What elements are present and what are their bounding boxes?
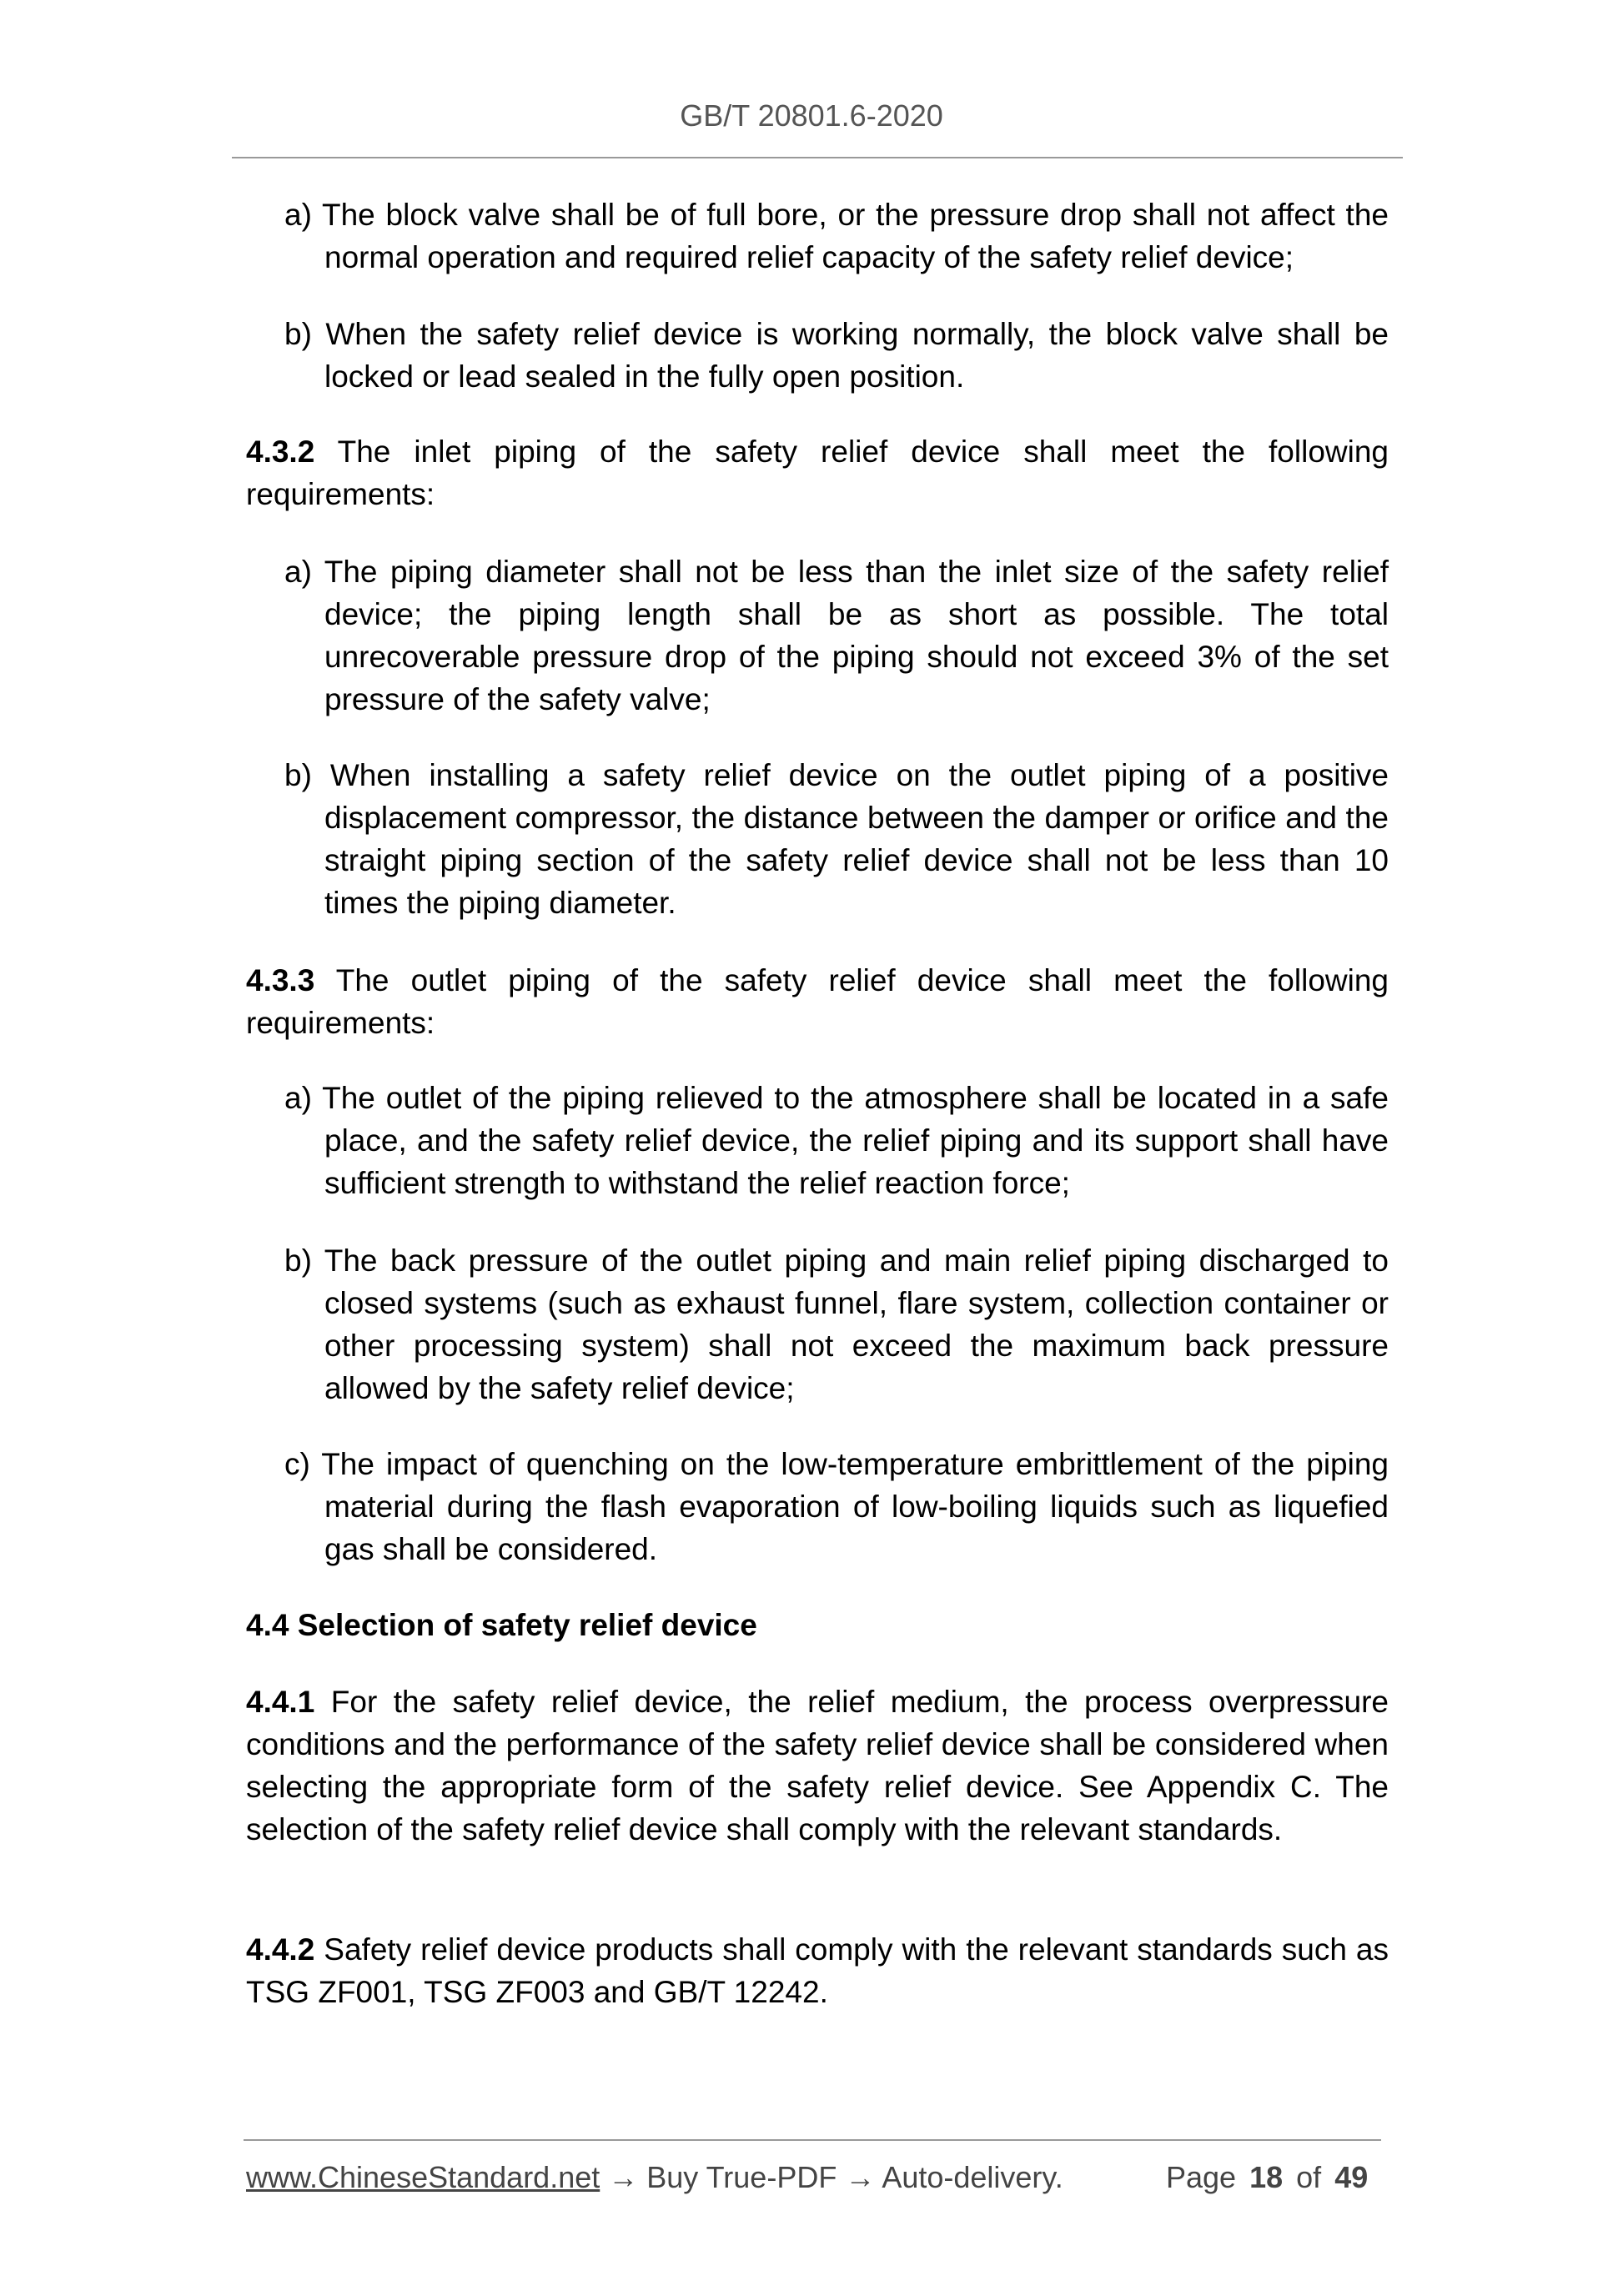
list-item: c) The impact of quenching on the low-temperature embrittlement of the piping material during the flash evaporation of low-boiling liquids such as liquefied gas shall be considered. [284, 1447, 1389, 1566]
list-item: a) The outlet of the piping relieved to the atmosphere shall be located in a safe place, and the safety relief device, the relief piping and its support shall have sufficient strength to withstand the relief reaction force; [284, 1081, 1389, 1200]
clause-4-4-2 [246, 1928, 1389, 2013]
footer-tagline: → Buy True-PDF → Auto-delivery. [600, 2160, 1063, 2194]
list-item: a) The piping diameter shall not be less than the inlet size of the safety relief device; the piping length shall be as short as possible. The total unrecoverable pressure drop of the piping should not exceed 3% of the set pressure of the safety valve; [284, 555, 1389, 716]
clause-number: 4.4.1 [246, 1685, 315, 1719]
total-pages: 49 [1334, 2160, 1369, 2194]
clause-text: Safety relief device products shall comply with the relevant standards such as TSG ZF001, TSG ZF003 and GB/T 12242. [246, 1932, 1389, 2009]
clause-4-4-1 [246, 1681, 1389, 1851]
document-id-header: GB/T 20801.6-2020 [680, 98, 943, 133]
page-number [1166, 2160, 1368, 2195]
page-label: Page [1166, 2160, 1237, 2194]
list-item: a) The block valve shall be of full bore, or the pressure drop shall not affect the normal operation and required relief capacity of the safety relief device; [284, 198, 1389, 274]
current-page: 18 [1249, 2160, 1284, 2194]
header-divider [232, 157, 1403, 158]
footer-divider [244, 2139, 1381, 2141]
section-heading: 4.4 Selection of safety relief device [246, 1608, 757, 1642]
clause-text: For the safety relief device, the relief medium, the process overpressure conditions and the performance of the safety relief device shall be considered when selecting the appropriate form of the safety relief device. See Appendix C. The selection of the safety relief device shall comply with the relevant standards. [246, 1685, 1389, 1846]
list-item: b) The back pressure of the outlet piping and main relief piping discharged to closed systems (such as exhaust funnel, flare system, collection container or other processing system) shall not exceed the maximum back pressure allowed by the safety relief device; [284, 1243, 1389, 1405]
clause-4-3-2 [246, 430, 1389, 515]
clause-4-3-3 [246, 959, 1389, 1044]
list-item: b) When installing a safety relief device on the outlet piping of a positive displacement compressor, the distance between the damper or orifice and the straight piping section of the safety relief device shall not be less than 10 times the piping diameter. [284, 758, 1389, 920]
clause-number: 4.4.2 [246, 1932, 315, 1967]
clause-text: The inlet piping of the safety relief device shall meet the following requirements: [246, 435, 1389, 511]
website-link[interactable]: www.ChineseStandard.net [246, 2160, 600, 2194]
of-label: of [1296, 2160, 1322, 2194]
clause-number: 4.3.3 [246, 963, 315, 997]
list-item: b) When the safety relief device is working normally, the block valve shall be locked or lead sealed in the fully open position. [284, 317, 1389, 394]
clause-text: The outlet piping of the safety relief device shall meet the following requirements: [246, 963, 1389, 1040]
footer-promo [246, 2160, 1063, 2195]
clause-number: 4.3.2 [246, 435, 315, 469]
